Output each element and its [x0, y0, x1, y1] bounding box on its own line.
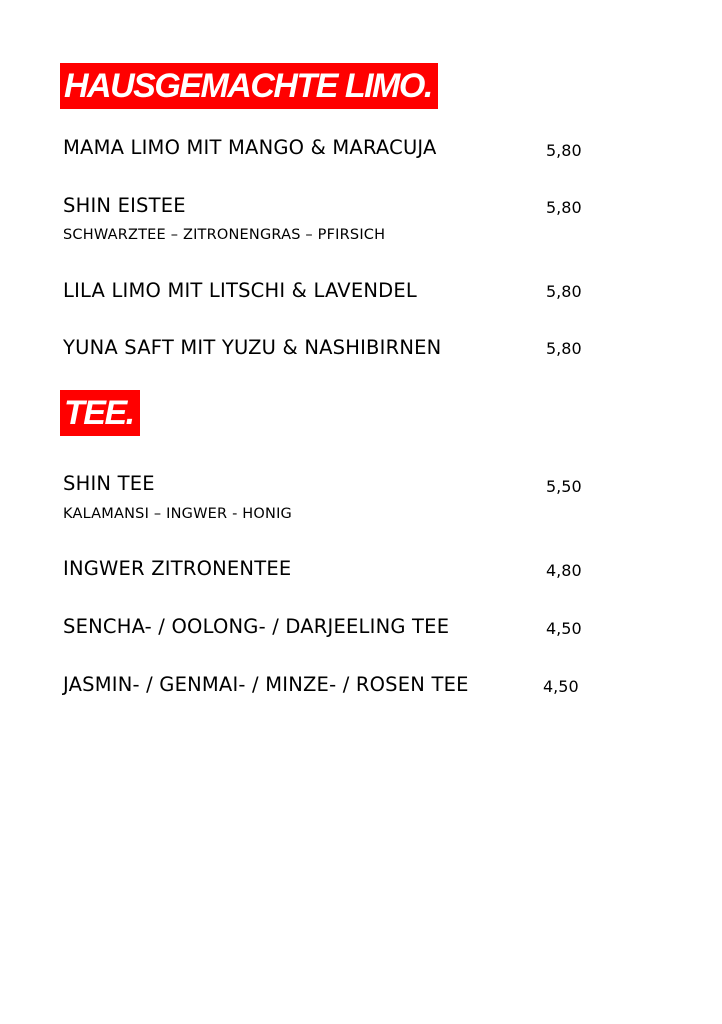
menu-item-name: YUNA SAFT MIT YUZU & NASHIBIRNEN — [63, 336, 442, 359]
menu-item-description: SCHWARZTEE – ZITRONENGRAS – PFIRSICH — [63, 227, 386, 243]
menu-item-price: 5,80 — [546, 141, 582, 160]
menu-item-name: SENCHA- / OOLONG- / DARJEELING TEE — [63, 615, 450, 638]
menu-item-price: 4,50 — [546, 619, 582, 638]
menu-item-price: 5,80 — [546, 198, 582, 217]
menu-item-name: SHIN TEE — [63, 472, 155, 495]
menu-item-price: 4,50 — [543, 677, 579, 696]
menu-item-price: 5,50 — [546, 477, 582, 496]
menu-item-name: MAMA LIMO MIT MANGO & MARACUJA — [63, 136, 437, 159]
menu-item-price: 5,80 — [546, 282, 582, 301]
menu-item-name: SHIN EISTEE — [63, 194, 186, 217]
menu-item-name: JASMIN- / GENMAI- / MINZE- / ROSEN TEE — [63, 673, 469, 696]
menu-item-price: 4,80 — [546, 561, 582, 580]
section-title-tee: TEE. — [60, 390, 140, 436]
menu-item-name: INGWER ZITRONENTEE — [63, 557, 292, 580]
menu-item-description: KALAMANSI – INGWER - HONIG — [63, 506, 292, 522]
section-title-limo: HAUSGEMACHTE LIMO. — [60, 63, 438, 109]
menu-item-name: LILA LIMO MIT LITSCHI & LAVENDEL — [63, 279, 417, 302]
menu-item-price: 5,80 — [546, 339, 582, 358]
